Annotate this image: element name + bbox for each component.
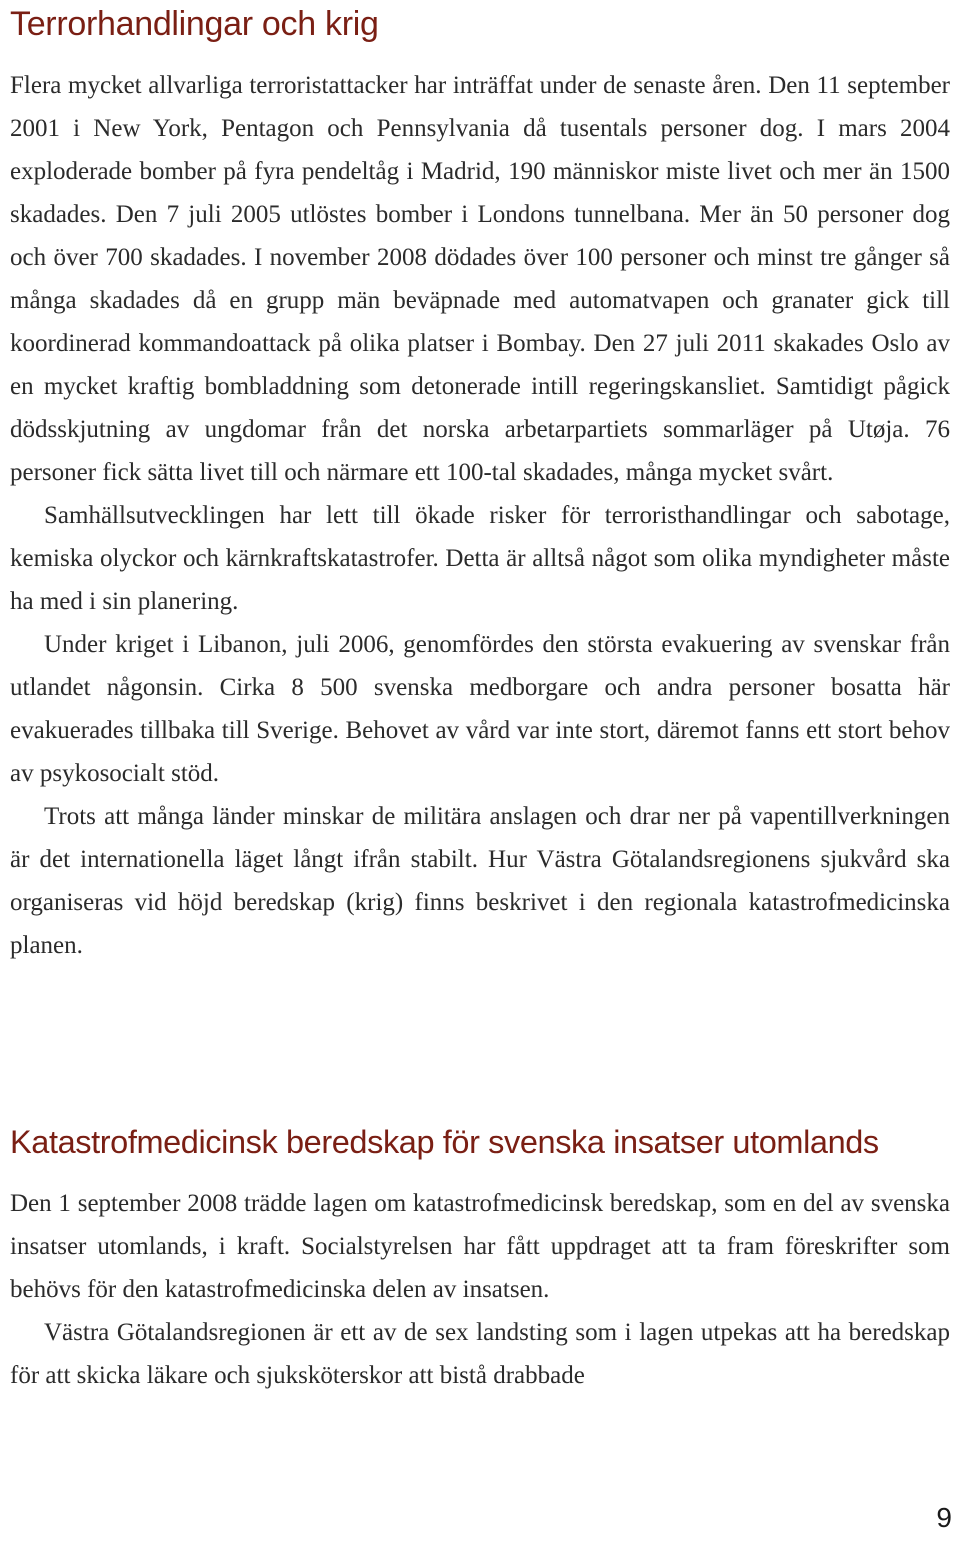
page-number: 9 xyxy=(936,1502,952,1533)
section-heading: Katastrofmedicinsk beredskap för svenska insatser utomlands xyxy=(10,1124,879,1160)
body-paragraph: Västra Götalandsregionen är ett av de sex landsting som i lagen utpekas att ha beredskap för att skicka läkare och sjuksköterskor att bistå drabbade xyxy=(10,1319,950,1389)
body-paragraph: Den 1 september 2008 trädde lagen om katastrofmedicinsk beredskap, som en del av svenska insatser utomlands, i kraft. Socialstyrelsen har fått uppdraget att ta fram föreskrifter som behövs för den katastrofmedicinska delen av insatsen. xyxy=(10,1190,950,1303)
section-disaster-medical-preparedness xyxy=(10,1118,950,1397)
body-paragraph: Trots att många länder minskar de militära anslagen och drar ner på vapentillverkningen är det internationella läget långt ifrån stabilt. Hur Västra Götalandsregionens sjukvård ska organiseras vid höjd beredskap (krig) finns beskrivet i den regionala katastrofmedicinska planen. xyxy=(10,803,950,959)
body-paragraph: Samhällsutvecklingen har lett till ökade risker för terroristhandlingar och sabotage, kemiska olyckor och kärnkraftskatastrofer. Detta är alltså något som olika myndigheter måste ha med i sin planering. xyxy=(10,502,950,615)
section-terror-and-war xyxy=(10,0,950,967)
body-paragraph: Under kriget i Libanon, juli 2006, genomfördes den största evakuering av svenskar från utlandet någonsin. Cirka 8 500 svenska medborgare och andra personer bosatta här evakuerades tillbaka till Sverige. Behovet av vård var inte stort, däremot fanns ett stort behov av psykosocialt stöd. xyxy=(10,631,950,787)
body-paragraph: Flera mycket allvarliga terroristattacker har inträffat under de senaste åren. Den 11 september 2001 i New York, Pentagon och Pennsylvania då tusentals personer dog. I mars 2004 exploderade bomber på fyra pendeltåg i Madrid, 190 människor miste livet och mer än 1500 skadades. Den 7 juli 2005 utlöstes bomber i Londons tunnelbana. Mer än 50 personer dog och över 700 skadades. I november 2008 dödades över 100 personer och minst tre gånger så många skadades då en grupp män beväpnade med automatvapen och granater gick till koordinerad kommandoattack på olika platser i Bombay. Den 27 juli 2011 skakades Oslo av en mycket kraftig bombladdning som detonerade intill regeringskansliet. Samtidigt pågick dödsskjutning av ungdomar från det norska arbetarpartiets sommarläger på Utøja. 76 personer fick sätta livet till och närmare ett 100-tal skadades, många mycket svårt. xyxy=(10,72,950,486)
section-heading: Terrorhandlingar och krig xyxy=(10,5,379,43)
